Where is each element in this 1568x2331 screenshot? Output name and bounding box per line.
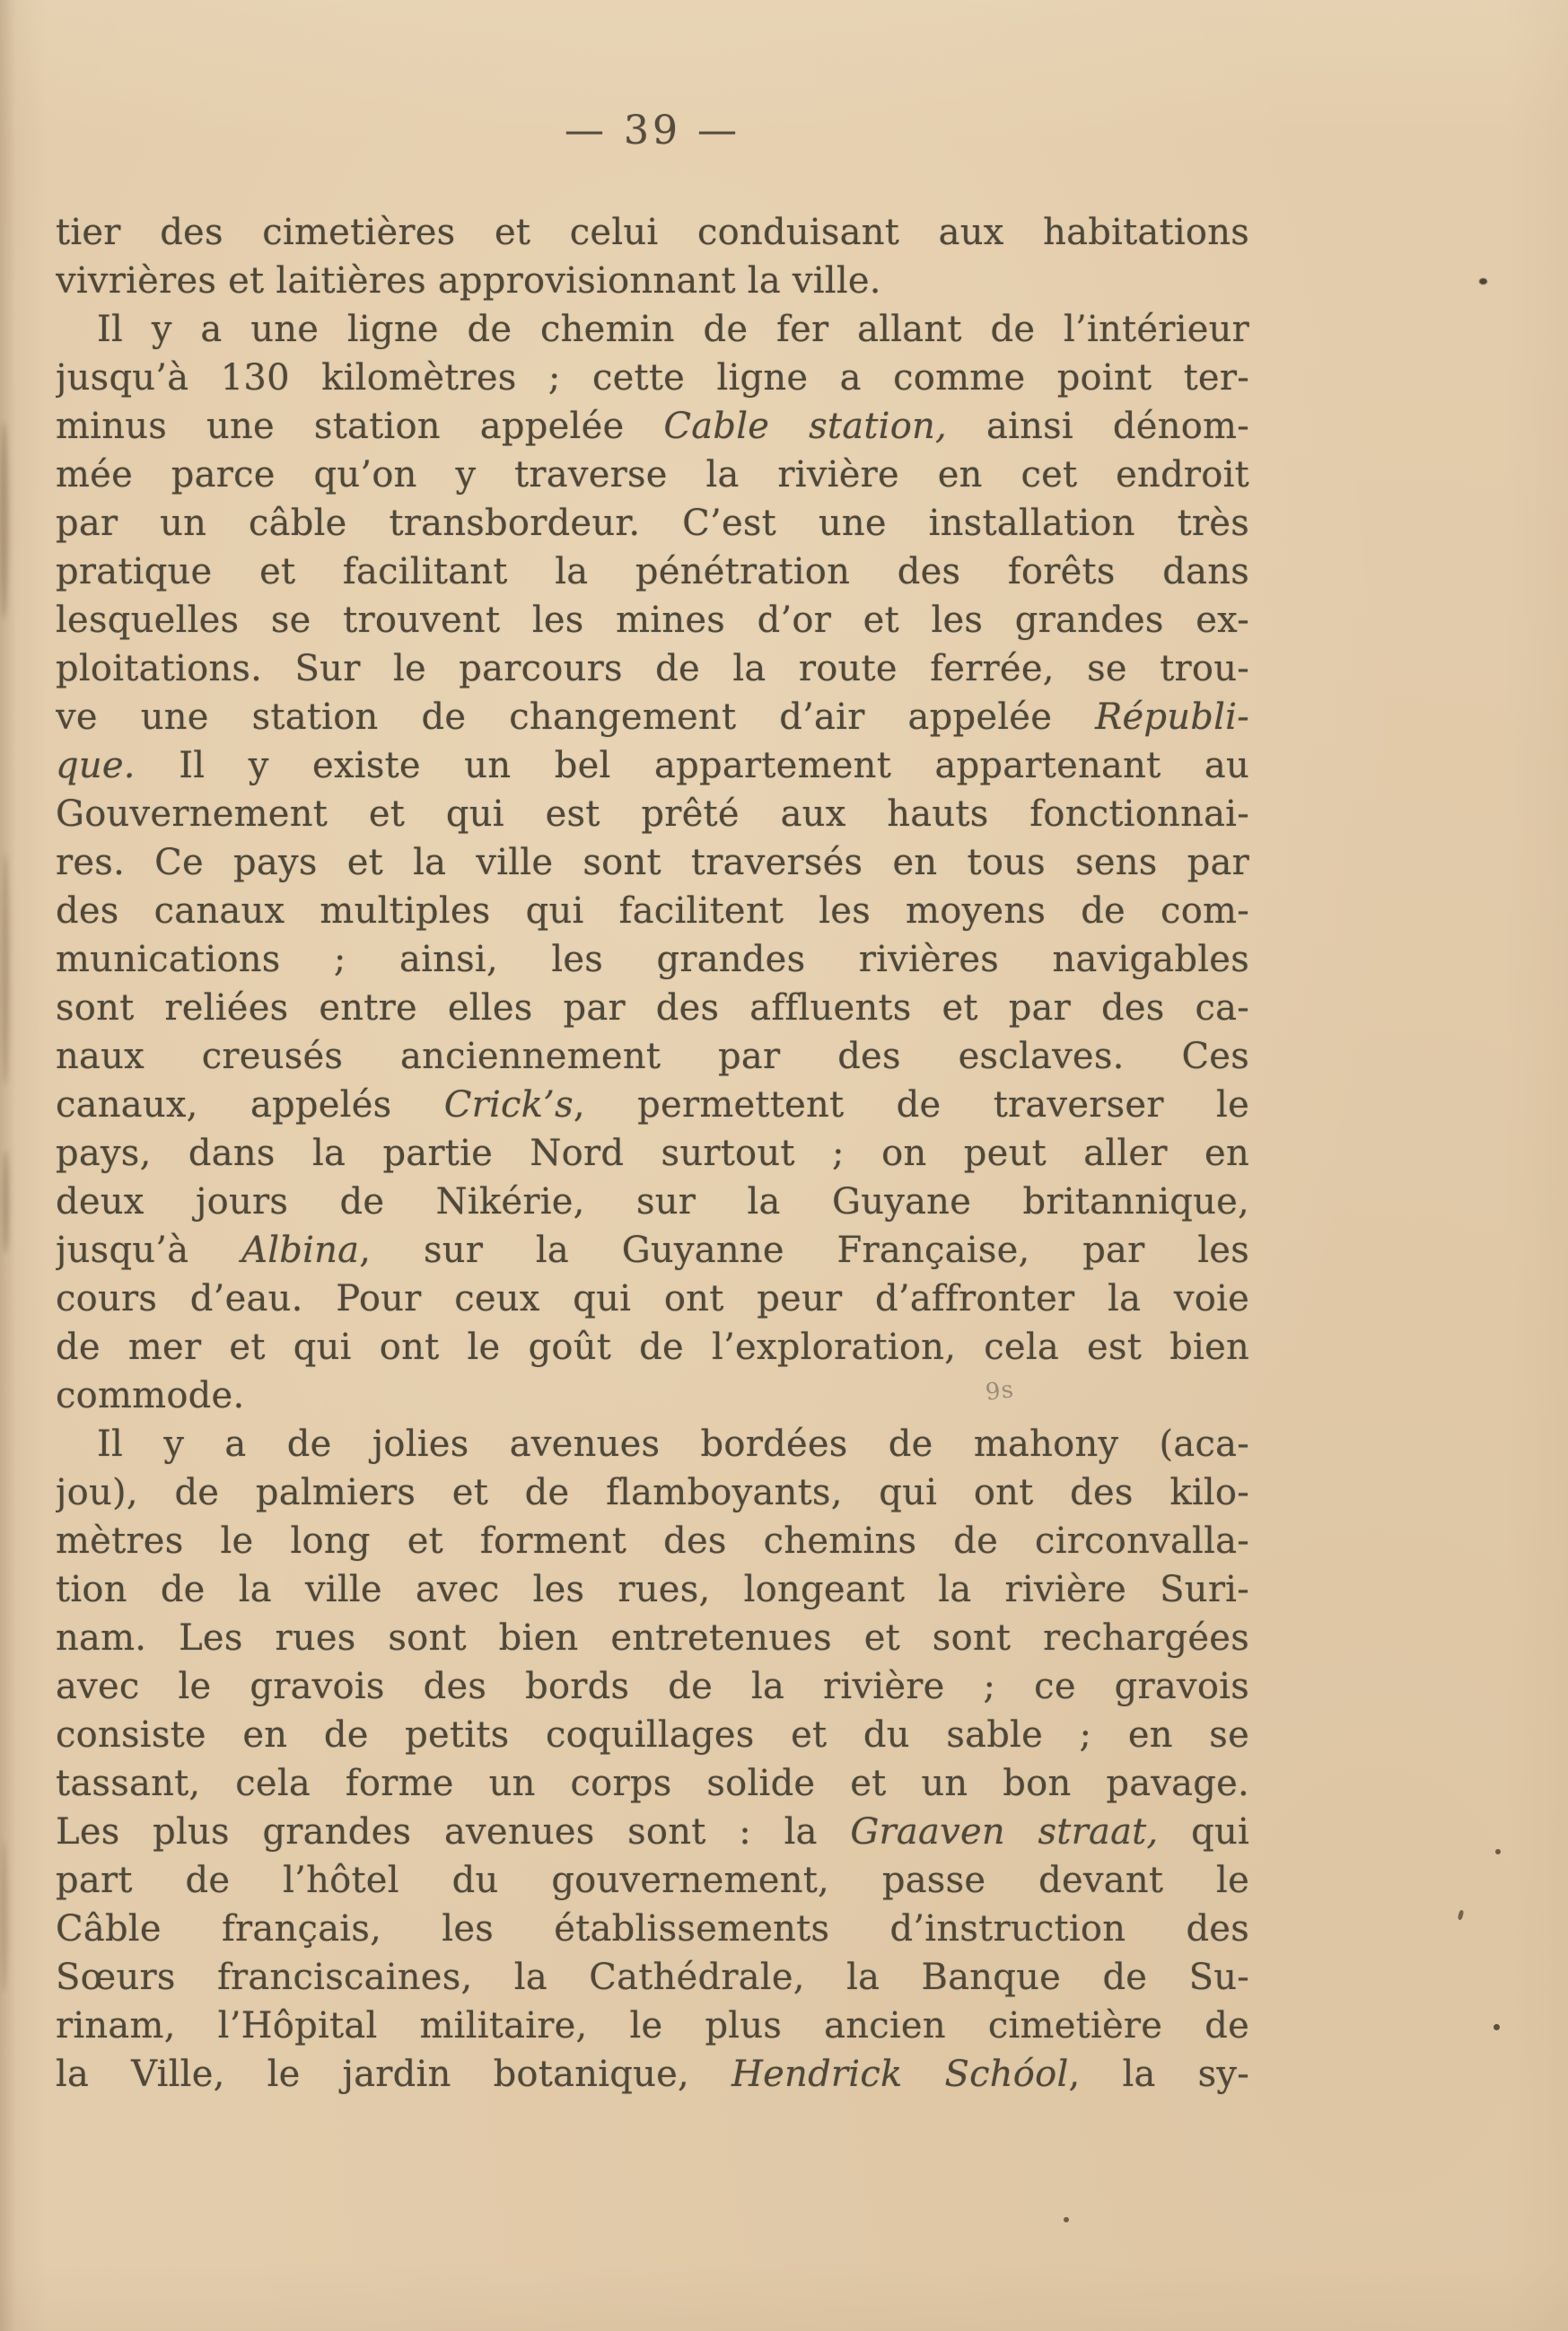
text-segment: Gouvernement et qui est prêté aux hauts fonctionnai- [56,793,1249,835]
text-segment: part de l’hôtel du gouvernement, passe devant le [56,1860,1249,1901]
text-segment: nam. Les rues sont bien entretenues et sont rechargées [56,1617,1249,1659]
text-line [56,1323,1249,1371]
text-segment: vivrières et laitières approvisionnant la ville. [56,260,881,302]
paper-speck [1458,1910,1465,1921]
text-line [56,548,1249,596]
scan-edge-streak [3,1151,9,1254]
text-segment: Câble français, les établissements d’instruction des [56,1908,1249,1950]
text-line [56,1517,1249,1565]
italic-text-segment: Graaven straat, [850,1811,1159,1853]
text-line [56,1032,1249,1081]
text-line [56,741,1249,790]
text-segment: , sur la Guyanne Française, par les [359,1230,1249,1271]
text-segment: tion de la ville avec les rues, longeant la rivière Suri- [56,1569,1249,1610]
text-line [56,984,1249,1032]
page-text [56,208,1249,2099]
text-line [56,596,1249,644]
page-number: — 39 — [565,108,740,153]
text-line [56,1808,1249,1856]
text-line [56,208,1249,257]
text-segment: qui [1158,1811,1249,1853]
text-line [56,2002,1249,2050]
text-line [56,305,1249,354]
text-segment: sont reliées entre elles par des affluents et par des ca- [56,987,1249,1029]
text-line [56,1275,1249,1323]
italic-text-segment: Crick’s [443,1084,574,1126]
text-line [56,451,1249,499]
text-line [56,1226,1249,1275]
text-segment: munications ; ainsi, les grandes rivières navigables [56,939,1249,980]
text-segment: pratique et facilitant la pénétration des forêts dans [56,551,1249,592]
text-line [56,838,1249,887]
text-segment: la Ville, le jardin botanique, [56,2054,731,2095]
text-line [56,1081,1249,1129]
text-segment: ainsi dénom- [947,406,1249,447]
text-line [56,402,1249,451]
scan-edge-streak [1,1840,7,1993]
text-line [56,1905,1249,1953]
text-segment: ploitations. Sur le parcours de la route ferrée, se trou- [56,648,1249,689]
text-segment: minus une station appelée [56,406,664,447]
text-segment: tier des cimetières et celui conduisant aux habitations [56,212,1249,253]
text-segment: Il y a une ligne de chemin de fer allant de l’intérieur [97,309,1249,350]
text-line [56,1953,1249,2002]
text-segment: Sœurs franciscaines, la Cathédrale, la Banque de Su- [56,1957,1249,1998]
text-line [56,1565,1249,1614]
paper-speck [1479,278,1487,285]
text-line [56,354,1249,402]
text-segment: mée parce qu’on y traverse la rivière en cet endroit [56,454,1249,495]
scan-edge-streak [0,422,8,619]
text-line [56,887,1249,935]
text-line [56,257,1249,305]
text-segment: rinam, l’Hôpital militaire, le plus ancien cimetière de [56,2005,1249,2046]
paper-speck [1064,2217,1069,2222]
text-line [56,1178,1249,1226]
text-line [56,1759,1249,1808]
text-segment: , la sy- [1068,2054,1249,2095]
text-segment: cours d’eau. Pour ceux qui ont peur d’affronter la voie [56,1278,1249,1319]
text-line [56,1371,1249,1420]
italic-text-segment: que. [56,745,136,786]
text-segment: Il y existe un bel appartement appartenant au [135,745,1249,786]
text-segment: consiste en de petits coquillages et du sable ; en se [56,1714,1249,1756]
text-line [56,644,1249,693]
text-line [56,1614,1249,1662]
italic-text-segment: Hendrick Schóol [731,2054,1069,2095]
text-segment: mètres le long et forment des chemins de circonvalla- [56,1520,1249,1562]
text-segment: par un câble transbordeur. C’est une installation très [56,503,1249,544]
text-line [56,1420,1249,1468]
italic-text-segment: Cable station, [663,406,948,447]
text-segment: jou), de palmiers et de flamboyants, qui ont des kilo- [56,1472,1249,1513]
text-segment: commode. [56,1375,245,1416]
text-line [56,1662,1249,1711]
text-segment: lesquelles se trouvent les mines d’or et les grandes ex- [56,600,1249,641]
handwritten-margin-mark: 9s [984,1376,1016,1406]
text-line [56,935,1249,984]
text-segment: pays, dans la partie Nord surtout ; on peut aller en [56,1133,1249,1174]
text-line [56,1129,1249,1178]
text-segment: jusqu’à [56,1230,242,1271]
text-segment: canaux, appelés [56,1084,444,1126]
text-segment: Il y a de jolies avenues bordées de mahony (aca- [97,1424,1249,1465]
text-segment: avec le gravois des bords de la rivière ; ce gravois [56,1666,1249,1707]
text-segment: naux creusés anciennement par des esclaves. Ces [56,1036,1249,1077]
paper-speck [1494,2024,1500,2030]
text-segment: res. Ce pays et la ville sont traversés en tous sens par [56,842,1249,883]
text-line [56,790,1249,838]
italic-text-segment: Républi- [1095,697,1249,738]
text-line [56,693,1249,741]
text-segment: tassant, cela forme un corps solide et un bon pavage. [56,1763,1249,1804]
text-line [56,499,1249,548]
text-segment: deux jours de Nikérie, sur la Guyane britannique, [56,1181,1249,1222]
text-segment: ve une station de changement d’air appelée [56,697,1096,738]
text-segment: Les plus grandes avenues sont : la [56,1811,851,1853]
text-segment: , permettent de traverser le [573,1084,1249,1126]
text-line [56,2050,1249,2099]
scan-edge-streak [2,853,9,1086]
text-line [56,1856,1249,1905]
text-segment: jusqu’à 130 kilomètres ; cette ligne a comme point ter- [56,357,1249,399]
text-segment: des canaux multiples qui facilitent les moyens de com- [56,890,1249,932]
text-line [56,1468,1249,1517]
text-line [56,1711,1249,1759]
text-segment: de mer et qui ont le goût de l’exploration, cela est bien [56,1327,1249,1368]
paper-speck [1495,1849,1501,1854]
italic-text-segment: Albina [241,1230,360,1271]
